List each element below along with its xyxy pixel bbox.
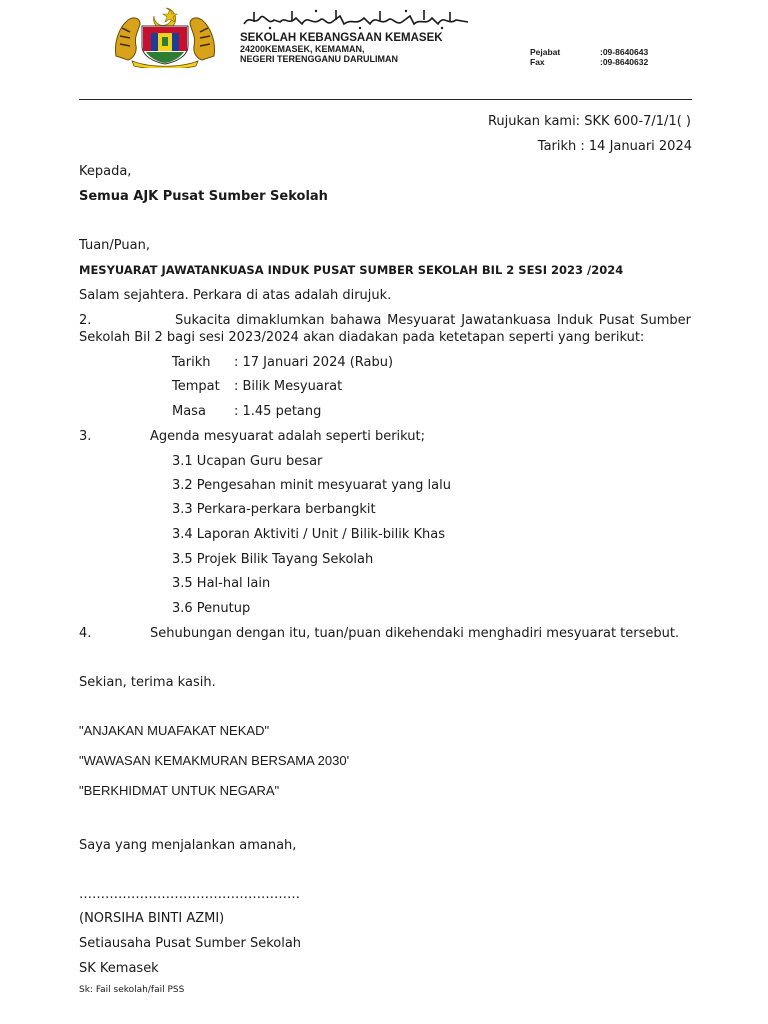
school-name: SEKOLAH KEBANGSAAN KEMASEK [240,32,443,44]
slogan: "BERKHIDMAT UNTUK NEGARA" [79,783,280,798]
detail-label-date: Tarikh [172,355,211,370]
slogan: "ANJAKAN MUAFAKAT NEKAD" [79,723,270,738]
carbon-copy: Sk: Fail sekolah/fail PSS [79,985,185,995]
fax-label: Fax [530,57,545,67]
para4-text: Sehubungan dengan itu, tuan/puan dikehendaki menghadiri mesyuarat tersebut. [150,626,680,641]
para2-text [79,312,691,346]
para3-text: Agenda mesyuarat adalah seperti berikut; [150,429,425,444]
agenda-item: 3.1 Ucapan Guru besar [172,454,323,469]
to-label: Kepada, [79,164,132,179]
reference-number: Rujukan kami: SKK 600-7/1/1( ) [487,114,691,129]
agenda-item: 3.5 Projek Bilik Tayang Sekolah [172,552,374,567]
agenda-item: 3.4 Laporan Aktiviti / Unit / Bilik-bilik Khas [172,527,446,542]
para4-number: 4. [79,626,92,641]
letter-subject: MESYUARAT JAWATANKUASA INDUK PUSAT SUMBER SEKOLAH BIL 2 SESI 2023 /2024 [79,263,624,277]
slogan: "WAWASAN KEMAKMURAN BERSAMA 2030' [79,753,350,768]
phone-label: Pejabat [530,47,561,57]
salutation: Tuan/Puan, [79,238,150,253]
recipient: Semua AJK Pusat Sumber Sekolah [79,189,328,204]
agenda-item: 3.6 Penutup [172,601,251,616]
greeting: Salam sejahtera. Perkara di atas adalah dirujuk. [79,288,392,303]
closing-line: Sekian, terima kasih. [79,675,216,690]
malaysia-coat-of-arms-logo [110,6,220,68]
detail-value-time: : 1.45 petang [234,404,322,419]
agenda-item: 3.3 Perkara-perkara berbangkit [172,502,376,517]
trust-line: Saya yang menjalankan amanah, [79,838,297,853]
detail-value-date: : 17 Januari 2024 (Rabu) [234,355,394,370]
jawi-school-name [240,8,472,30]
agenda-item: 3.2 Pengesahan minit mesyuarat yang lalu [172,478,451,493]
para2-number: 2. [79,313,92,328]
fax-value: :09-8640632 [600,57,649,67]
para2-line2: Sekolah Bil 2 bagi sesi 2023/2024 akan diadakan pada ketetapan seperti yang berikut: [79,330,645,345]
phone-value: :09-8640643 [600,47,649,57]
letter-date: Tarikh : 14 Januari 2024 [537,139,692,154]
school-address-line2: NEGERI TERENGGANU DARULIMAN [240,54,399,64]
para2-line1: Sukacita dimaklumkan bahawa Mesyuarat Jawatankuasa Induk Pusat Sumber [175,313,691,328]
signature-line: …………………………………………… [79,887,300,902]
agenda-item: 3.5 Hal-hal lain [172,576,271,591]
detail-label-place: Tempat [172,379,220,394]
para3-number: 3. [79,429,92,444]
signatory-name: (NORSIHA BINTI AZMI) [79,911,225,926]
school-address-line1: 24200KEMASEK, KEMAMAN, [240,44,365,54]
signatory-org: SK Kemasek [79,961,159,976]
signatory-title: Setiausaha Pusat Sumber Sekolah [79,936,302,951]
detail-label-time: Masa [172,404,206,419]
header-divider [79,99,692,100]
detail-value-place: : Bilik Mesyuarat [234,379,343,394]
